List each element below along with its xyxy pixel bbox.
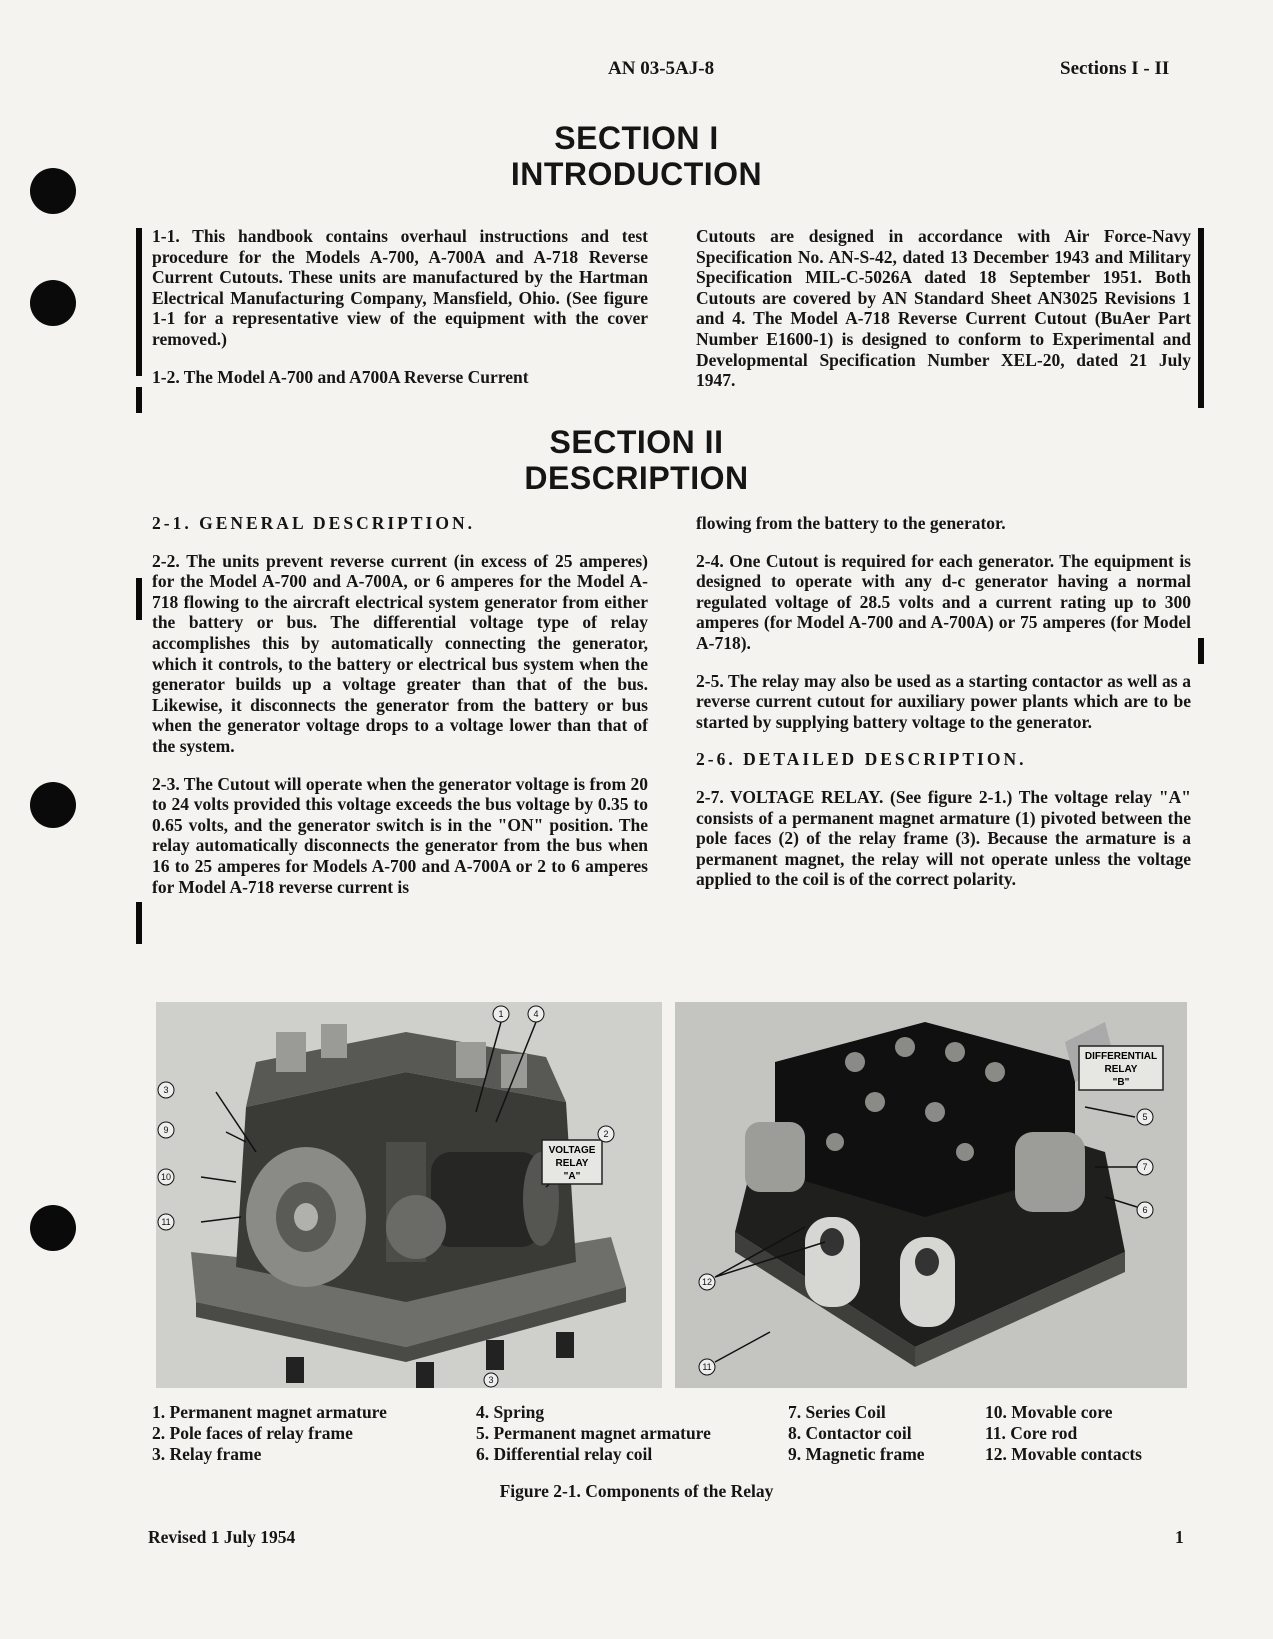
section-1-heading — [0, 120, 1273, 192]
relay-photo-right — [675, 1002, 1187, 1388]
callout-1: 1 — [498, 1009, 504, 1019]
callout-11: 11 — [161, 1217, 171, 1227]
differential-relay-label-line1: DIFFERENTIAL — [1084, 1051, 1158, 1062]
revision-bar — [1198, 228, 1204, 408]
legend-item: 12. Movable contacts — [985, 1444, 1142, 1464]
legend-column-3 — [788, 1402, 925, 1465]
legend-item: 9. Magnetic frame — [788, 1444, 925, 1464]
relay-photo-left — [156, 1002, 662, 1388]
revision-date: Revised 1 July 1954 — [148, 1527, 296, 1547]
paragraph-1-1: 1-1. This handbook contains overhaul instructions and test procedure for the Models A-700, A-700A and A-718 Reverse Current Cutouts. These units are manufactured by the Hartman Electrical Manufacturing Company, Mansfield, Ohio. (See figure 1-1 for a representative view of the equipment with the cover removed.) — [152, 226, 648, 349]
binder-hole-bottom — [30, 1205, 76, 1251]
differential-relay-label-line3: "B" — [1112, 1077, 1130, 1088]
legend-item: 11. Core rod — [985, 1423, 1078, 1443]
legend-item: 2. Pole faces of relay frame — [152, 1423, 353, 1443]
legend-item: 10. Movable core — [985, 1402, 1113, 1422]
callout-12: 12 — [701, 1277, 713, 1287]
page-number: 1 — [1175, 1527, 1184, 1547]
voltage-relay-label-line2: RELAY — [555, 1158, 589, 1169]
document-number: AN 03-5AJ-8 — [608, 58, 715, 79]
voltage-relay-label-line3: "A" — [563, 1171, 581, 1182]
paragraph-2-7: 2-7. VOLTAGE RELAY. (See figure 2-1.) The voltage relay "A" consists of a permanent magnet armature (1) pivoted between the pole faces (2) of the relay frame (3). Because the armature is a permanent magnet, the relay will not operate unless the voltage applied to the coil is of the correct polarity. — [696, 786, 1191, 890]
revision-bar — [1198, 638, 1204, 664]
series-coil — [1015, 1132, 1085, 1212]
relay-illustration-left — [156, 1002, 662, 1388]
callout-4: 4 — [533, 1009, 539, 1019]
paragraph-2-1: 2-1. GENERAL DESCRIPTION. — [152, 513, 475, 533]
paragraph-2-4: 2-4. One Cutout is required for each generator. The equipment is designed to operate with any d-c generator having a normal regulated voltage of 28.5 volts and a current rating up to 300 amperes (for Model A-700 and A-700A) or 75 amperes (for Model A-718). — [696, 550, 1191, 653]
section-2-right-column — [696, 513, 1191, 907]
differential-relay-label-line2: RELAY — [1104, 1064, 1138, 1075]
legend-column-4 — [985, 1402, 1142, 1465]
section-1-title: INTRODUCTION — [510, 156, 763, 192]
revision-bar — [136, 228, 142, 376]
binder-hole-lower — [30, 782, 76, 828]
section-2-heading — [0, 424, 1273, 496]
legend-column-1 — [152, 1402, 387, 1465]
callout-11: 11 — [702, 1362, 712, 1372]
callout-7: 7 — [1142, 1162, 1148, 1172]
relay-illustration-right — [675, 1002, 1187, 1388]
binder-hole-upper — [30, 280, 76, 326]
section-2-title: DESCRIPTION — [524, 460, 749, 496]
section-1-right-column — [696, 226, 1191, 408]
revision-bar — [136, 578, 142, 620]
paragraph-1-2-continued: Cutouts are designed in accordance with Air Force-Navy Specification No. AN-S-42, dated 13 December 1943 and Military Specification MIL-C-5026A dated 18 September 1951. Both Cutouts are covered by AN Standard Sheet AN3025 Revisions 1 and 4. The Model A-718 Reverse Current Cutout (BuAer Part Number E1600-1) is designed to conform to Experimental and Developmental Specification Number XEL-20, dated 21 July 1947. — [696, 226, 1191, 391]
section-1-left-column — [152, 226, 648, 404]
figure-caption: Figure 2-1. Components of the Relay — [499, 1481, 774, 1501]
paragraph-2-5: 2-5. The relay may also be used as a starting contactor as well as a reverse current cutout for auxiliary power plants which are to be started by supplying battery voltage to the generator. — [696, 670, 1191, 732]
paragraph-1-2: 1-2. The Model A-700 and A700A Reverse Current — [152, 366, 529, 387]
callout-5: 5 — [1142, 1112, 1148, 1122]
legend-item: 1. Permanent magnet armature — [152, 1402, 387, 1422]
section-2-left-column — [152, 513, 648, 914]
sections-label: Sections I - II — [1060, 58, 1170, 79]
legend-item: 7. Series Coil — [788, 1402, 886, 1422]
section-1-number: SECTION I — [554, 120, 719, 156]
paragraph-2-3: 2-3. The Cutout will operate when the generator voltage is from 20 to 24 volts provided this voltage exceeds the bus voltage by 0.35 to 0.65 volts, and the generator switch is in the "ON" position. The relay automatically disconnects the generator from the bus when 16 to 25 amperes for Models A-700 and A-700A or 2 to 6 amperes for Model A-718 reverse current is — [152, 773, 648, 897]
paragraph-2-6: 2-6. DETAILED DESCRIPTION. — [696, 749, 1027, 770]
legend-item: 8. Contactor coil — [788, 1423, 912, 1443]
callout-10: 10 — [160, 1172, 172, 1182]
section-2-number: SECTION II — [549, 424, 724, 460]
legend-item: 4. Spring — [476, 1402, 545, 1422]
paragraph-2-2: 2-2. The units prevent reverse current (in excess of 25 amperes) for the Model A-700 and A-700A, or 6 amperes for the Model A-718 flowing to the aircraft electrical system generator from either the battery or bus. The differential voltage type of relay accomplishes this by automatically connecting the generator, which it controls, to the battery or electrical bus system when the generator builds up a voltage greater than that of the bus. Likewise, it disconnects the generator from the battery or bus when the generator voltage drops to a voltage lower than that of the system. — [152, 550, 648, 756]
revision-bar — [136, 387, 142, 413]
callout-2: 2 — [603, 1129, 609, 1139]
callout-6: 6 — [1142, 1205, 1148, 1215]
legend-item: 5. Permanent magnet armature — [476, 1423, 711, 1443]
legend-item: 3. Relay frame — [152, 1444, 262, 1464]
callout-9: 9 — [163, 1125, 169, 1135]
callout-3: 3 — [163, 1085, 169, 1095]
callout-3-bottom: 3 — [488, 1375, 494, 1385]
legend-item: 6. Differential relay coil — [476, 1444, 653, 1464]
legend-column-2 — [476, 1402, 711, 1465]
paragraph-2-3-continued: flowing from the battery to the generator. — [696, 513, 1006, 533]
revision-bar — [136, 902, 142, 944]
voltage-relay-label-line1: VOLTAGE — [548, 1145, 596, 1156]
